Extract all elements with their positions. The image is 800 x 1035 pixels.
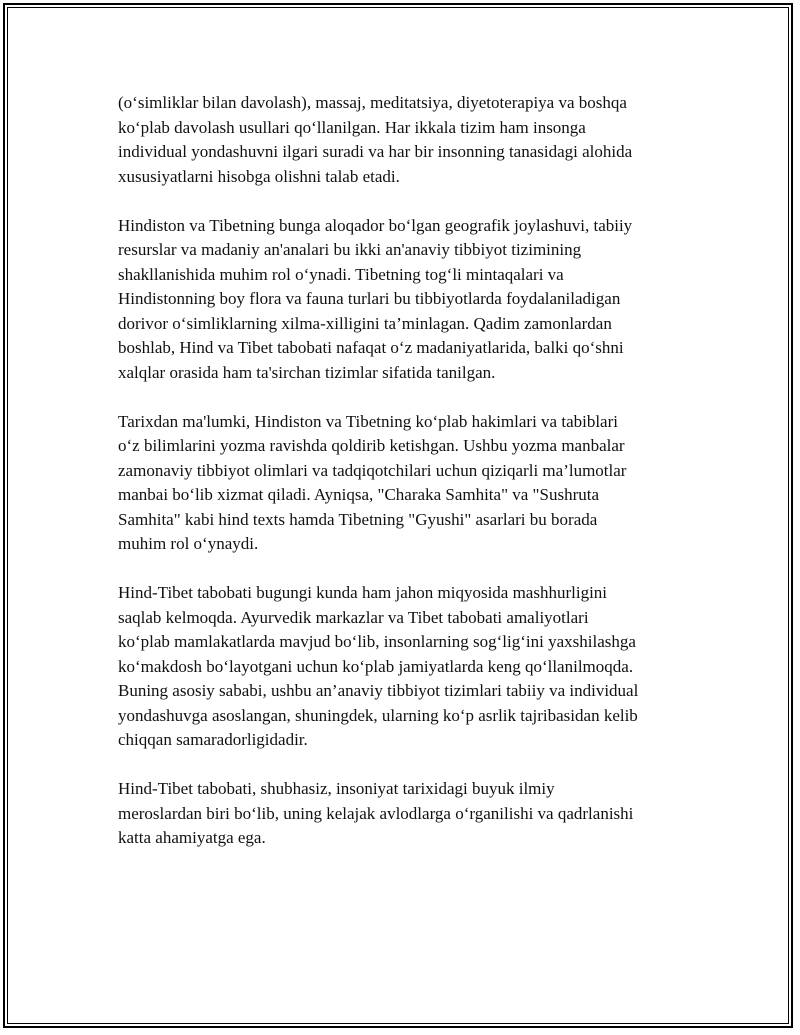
text-line: Buning asosiy sababi, ushbu an’anaviy tibbiyot tizimlari tabiiy va individual	[118, 681, 639, 700]
text-line: individual yondashuvni ilgari suradi va har bir insonning tanasidagi alohida	[118, 142, 633, 161]
text-line: Hindiston va Tibetning bunga aloqador bo‘lgan geografik joylashuvi, tabiiy	[118, 215, 633, 235]
text-line: Hind-Tibet tabobati, shubhasiz, insoniyat tarixidagi buyuk ilmiy	[118, 779, 555, 798]
text-line: ko‘plab davolash usullari qo‘llanilgan. Har ikkala tizim ham insonga	[118, 117, 586, 137]
text-line: resurslar va madaniy an'analari bu ikki an'anaviy tibbiyot tizimining	[118, 240, 582, 259]
text-line: (o‘simliklar bilan davolash), massaj, meditatsiya, diyetoterapiya va boshqa	[118, 93, 627, 112]
text-line: katta ahamiyatga ega.	[118, 828, 266, 847]
text-line: Hind-Tibet tabobati bugungi kunda ham jahon miqyosida mashhurligini	[118, 583, 608, 602]
text-line: o‘z bilimlarini yozma ravishda qoldirib ketishgan. Ushbu yozma manbalar	[118, 436, 625, 455]
text-line: shakllanishida muhim rol o‘ynadi. Tibetning tog‘li mintaqalari va	[118, 264, 564, 284]
text-line: meroslardan biri bo‘lib, uning kelajak avlodlarga o‘rganilishi va qadrlanishi	[118, 803, 634, 823]
text-line: Tarixdan ma'lumki, Hindiston va Tibetning ko‘plab hakimlari va tabiblari	[118, 411, 618, 431]
text-line: ko‘makdosh bo‘layotgani uchun ko‘plab jamiyatlarda keng qo‘llanilmoqda.	[118, 656, 634, 676]
paragraph-2	[118, 214, 688, 386]
text-line: zamonaviy tibbiyot olimlari va tadqiqotchilari uchun qiziqarli ma’lumotlar	[118, 460, 627, 480]
document-body	[118, 91, 688, 875]
text-line: Hindistonning boy flora va fauna turlari bu tibbiyotlarda foydalaniladigan	[118, 289, 621, 308]
text-line: xalqlar orasida ham ta'sirchan tizimlar sifatida tanilgan.	[118, 362, 496, 382]
paragraph-1	[118, 91, 688, 189]
text-line: Samhita" kabi hind texts hamda Tibetning "Gyushi" asarlari bu borada	[118, 509, 598, 529]
text-line: manbai bo‘lib xizmat qiladi. Ayniqsa, "Charaka Samhita" va "Sushruta	[118, 485, 599, 504]
paragraph-3	[118, 410, 688, 557]
text-line: dorivor o‘simliklarning xilma-xilligini ta’minlagan. Qadim zamonlardan	[118, 313, 612, 333]
text-line: ko‘plab mamlakatlarda mavjud bo‘lib, insonlarning sog‘lig‘ini yaxshilashga	[118, 632, 636, 651]
text-line: xususiyatlarni hisobga olishni talab etadi.	[118, 166, 400, 186]
text-line: yondashuvga asoslangan, shuningdek, ularning ko‘p asrlik tajribasidan kelib	[118, 705, 638, 725]
paragraph-5	[118, 777, 688, 851]
text-line: muhim rol o‘ynaydi.	[118, 534, 259, 553]
text-line: chiqqan samaradorligidadir.	[118, 730, 308, 749]
paragraph-4	[118, 581, 688, 753]
text-line: saqlab kelmoqda. Ayurvedik markazlar va Tibet tabobati amaliyotlari	[118, 607, 589, 627]
text-line: boshlab, Hind va Tibet tabobati nafaqat o‘z madaniyatlarida, balki qo‘shni	[118, 338, 624, 357]
